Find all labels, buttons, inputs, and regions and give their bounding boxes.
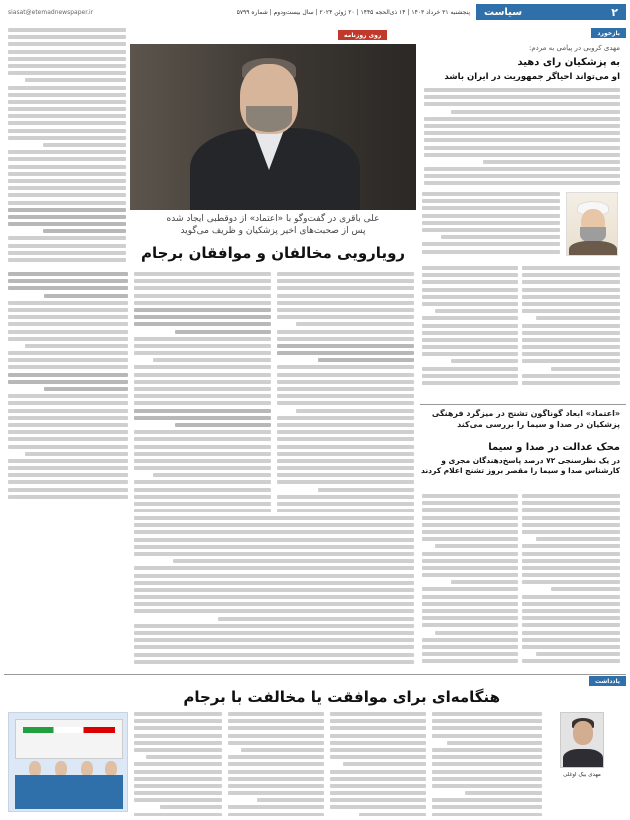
interview-kicker bbox=[130, 213, 416, 237]
bottom-article-tag: یادداشت bbox=[589, 676, 626, 686]
right-article-kicker: مهدی کروبی در پیامی به مردم: bbox=[528, 44, 620, 52]
bottom-article-col2 bbox=[330, 712, 426, 816]
right-column-tag: بازخورد bbox=[591, 28, 626, 38]
bottom-article-col4 bbox=[134, 712, 222, 816]
right-box-subtitle: در یک نظرسنجی ۷۲ درصد پاسخ‌دهندگان مجری و کارشناس صدا و سیما را مقصر بروز تشنج اعلام کردند bbox=[421, 456, 620, 475]
right-box-headline-main: محک عدالت در صدا و سیما bbox=[488, 442, 620, 453]
author-name: مهدی بیک اوغلی bbox=[563, 772, 601, 778]
tv-debate-photo bbox=[8, 712, 128, 812]
right-box-body-col2 bbox=[422, 494, 518, 680]
right-article-title bbox=[425, 56, 620, 84]
bottom-article-col3 bbox=[228, 712, 324, 816]
right-article-title-line1: به پزشکیان رای دهید bbox=[517, 57, 620, 68]
author-avatar bbox=[560, 712, 604, 768]
interview-body-col2 bbox=[134, 272, 271, 512]
page-header bbox=[4, 4, 626, 20]
interview-title: رویارویی مخالفان و موافقان برجام bbox=[140, 244, 406, 262]
left-column-body-bottom bbox=[8, 272, 128, 502]
right-column-divider bbox=[420, 404, 626, 405]
right-box-title: «اعتماد» ابعاد گوناگون تشنج در میزگرد فرهنگی پزشکیان در صدا و سیما را بررسی می‌کند bbox=[431, 409, 620, 429]
right-article-body-col2 bbox=[422, 266, 518, 402]
author-block bbox=[544, 712, 620, 812]
issue-date-line: پنجشنبه ۳۱ خرداد ۱۴۰۳ | ۱۴ ذی‌الحجه ۱۴۴۵ | ۲۰ ژوئن ۲۰۲۴ | سال بیست‌ودوم | شماره ۵۷۹۹ bbox=[236, 8, 470, 16]
right-article-body-col1 bbox=[522, 266, 620, 402]
section-banner bbox=[476, 4, 626, 20]
right-article-body-beside-photo bbox=[422, 192, 560, 262]
bottom-article-title: هنگامه‌ای برای موافقت یا مخالفت با برجام bbox=[183, 688, 500, 706]
bottom-article-col1 bbox=[432, 712, 542, 816]
right-box-headline bbox=[420, 442, 620, 476]
karroubi-portrait bbox=[566, 192, 618, 256]
section-title: سیاست bbox=[484, 6, 523, 18]
interview-kicker-line2: پس از صحبت‌های اخیر پزشکیان و ظریف می‌گوید bbox=[180, 226, 366, 236]
interview-tag: روی روزنامه bbox=[338, 30, 387, 40]
interview-body-bottom bbox=[134, 516, 414, 666]
right-box-body-col1 bbox=[522, 494, 620, 680]
right-article-body-top bbox=[424, 88, 620, 188]
left-column-body-top bbox=[8, 28, 126, 264]
interview-kicker-line1: علی باقری در گفت‌وگو با «اعتماد» از دوقطبی ایجاد شده bbox=[166, 214, 380, 224]
bottom-section-divider bbox=[4, 674, 626, 675]
section-email: siasat@etemadnewspaper.ir bbox=[8, 8, 94, 16]
interview-body-col1 bbox=[277, 272, 414, 512]
bagheri-interview-photo bbox=[130, 44, 416, 210]
page-number: ۲ bbox=[611, 5, 618, 19]
right-article-title-line2: او می‌تواند احیاگر جمهوریت در ایران باشد bbox=[444, 72, 620, 82]
